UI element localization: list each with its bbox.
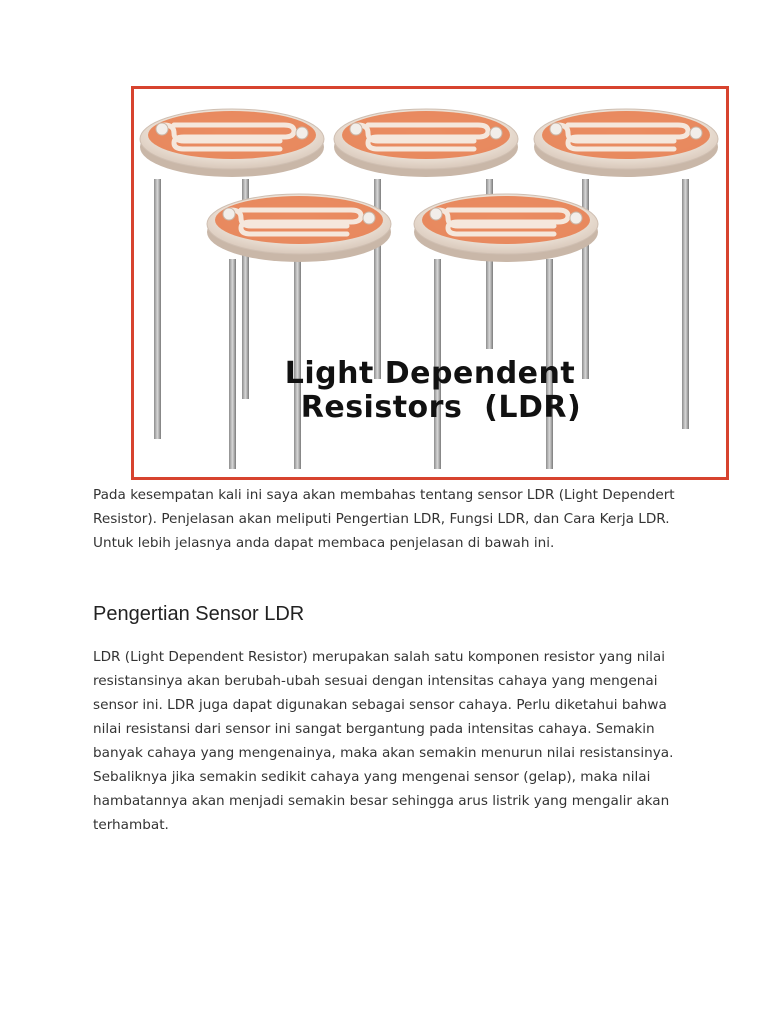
section-paragraph: LDR (Light Dependent Resistor) merupakan salah satu komponen resistor yang nilai resistansinya akan berubah-ubah sesuai dengan intensitas cahaya yang mengenai sensor ini. LDR juga dapat digunakan sebagai sensor cahaya. Perlu diketahui bahwa nilai resistansi dari sensor ini sangat bergantung pada intensitas cahaya. Semakin banyak cahaya yang mengenainya, maka akan semakin menurun nilai resistansinya. Sebaliknya jika semakin sedikit cahaya yang mengenai sensor (gelap), maka nilai hambatannya akan menjadi semakin besar sehingga arus listrik yang mengalir akan terhambat. [93,649,674,833]
ldr-photo-caption [134,357,726,425]
caption-line-2: Resistors (LDR) [300,390,582,425]
section-heading: Pengertian Sensor LDR [93,603,305,625]
ldr-photo [131,86,729,480]
intro-paragraph: Pada kesempatan kali ini saya akan membahas tentang sensor LDR (Light Dependert Resistor). Penjelasan akan meliputi Pengertian LDR, Fungsi LDR, dan Cara Kerja LDR. Untuk lebih jelasnya anda dapat membaca penjelasan di bawah ini. [93,487,675,551]
caption-line-1: Light Dependent [284,356,576,391]
